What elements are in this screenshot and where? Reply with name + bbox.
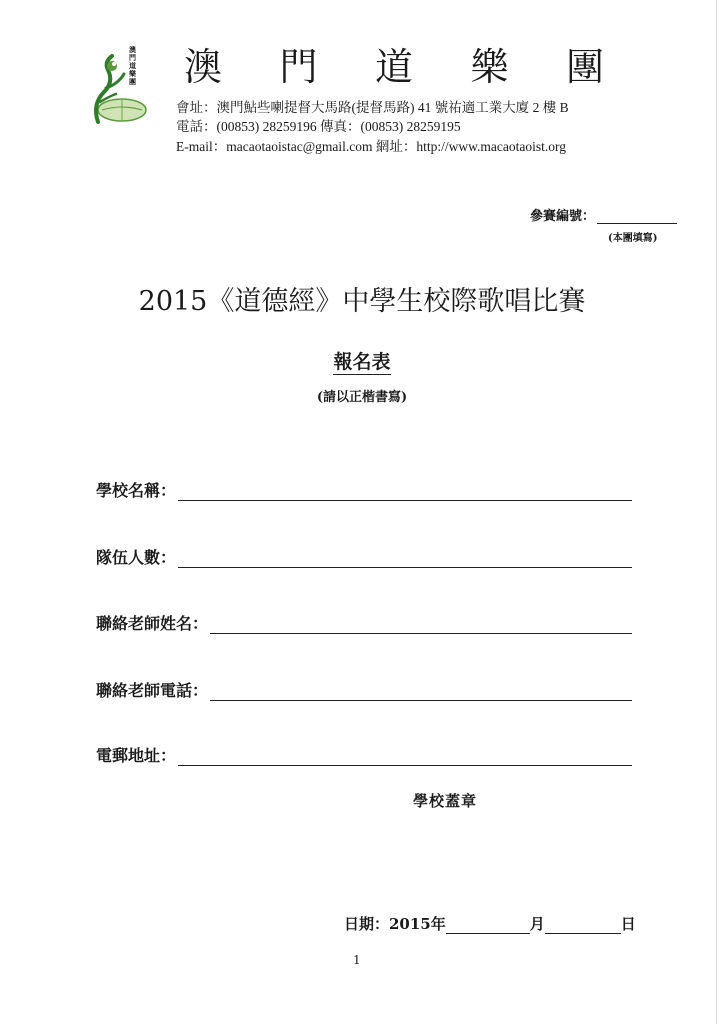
org-title — [184, 44, 604, 90]
reference-number-row — [530, 205, 677, 224]
reference-number-note: (本團填寫) — [608, 233, 658, 244]
org-phone-fax: 電話：(00853) 28259196 傳真：(00853) 28259195 — [176, 119, 461, 134]
reference-number-label: 參賽編號： — [530, 209, 596, 224]
org-title-char: 團 — [565, 45, 604, 89]
teacher-name-label: 聯絡老師姓名： — [96, 614, 209, 633]
org-title-char: 門 — [279, 45, 318, 89]
form-subtitle — [0, 350, 724, 374]
date-prefix: 日期：2015年 — [344, 915, 446, 933]
teacher-phone-input[interactable] — [210, 682, 632, 701]
org-address: 會址：澳門鮎些喇提督大馬路(提督馬路) 41 號祐適工業大廈 2 樓 B — [176, 100, 569, 115]
school-name-label: 學校名稱： — [96, 481, 177, 500]
date-month-input[interactable] — [446, 917, 530, 934]
page-number: 1 — [353, 953, 361, 967]
competition-title: 2015《道德經》中學生校際歌唱比賽 — [138, 286, 586, 317]
team-size-input[interactable] — [178, 549, 632, 568]
org-title-char: 道 — [374, 45, 413, 89]
date-day-label: 日 — [620, 915, 636, 933]
teacher-phone-field — [96, 678, 632, 701]
form-subtitle-text: 報名表 — [333, 351, 391, 373]
form-instruction: (請以正楷書寫) — [316, 390, 408, 405]
teacher-phone-label: 聯絡老師電話： — [96, 681, 209, 700]
lotus-logo-icon — [84, 44, 154, 130]
org-title-char: 澳 — [184, 45, 223, 89]
date-row — [344, 913, 636, 934]
org-logo — [84, 44, 154, 130]
school-name-field — [96, 478, 632, 501]
date-month-label: 月 — [529, 915, 545, 933]
school-name-input[interactable] — [178, 482, 632, 501]
scan-edge-divider — [716, 0, 717, 1024]
reference-number-input[interactable] — [597, 209, 677, 224]
school-stamp-label: 學校蓋章 — [413, 792, 478, 810]
email-field — [96, 743, 632, 766]
email-label: 電郵地址： — [96, 746, 177, 765]
teacher-name-input[interactable] — [210, 615, 632, 634]
date-day-input[interactable] — [545, 917, 621, 934]
org-email-website: E-mail：macaotaoistac@gmail.com 網址：http://www.macaotaoist.org — [176, 139, 566, 154]
email-input[interactable] — [178, 747, 632, 766]
teacher-name-field — [96, 611, 632, 634]
team-size-field — [96, 545, 632, 568]
team-size-label: 隊伍人數： — [96, 548, 177, 567]
org-title-char: 樂 — [470, 45, 509, 89]
logo-vertical-text: 澳門道樂團 — [129, 45, 136, 86]
